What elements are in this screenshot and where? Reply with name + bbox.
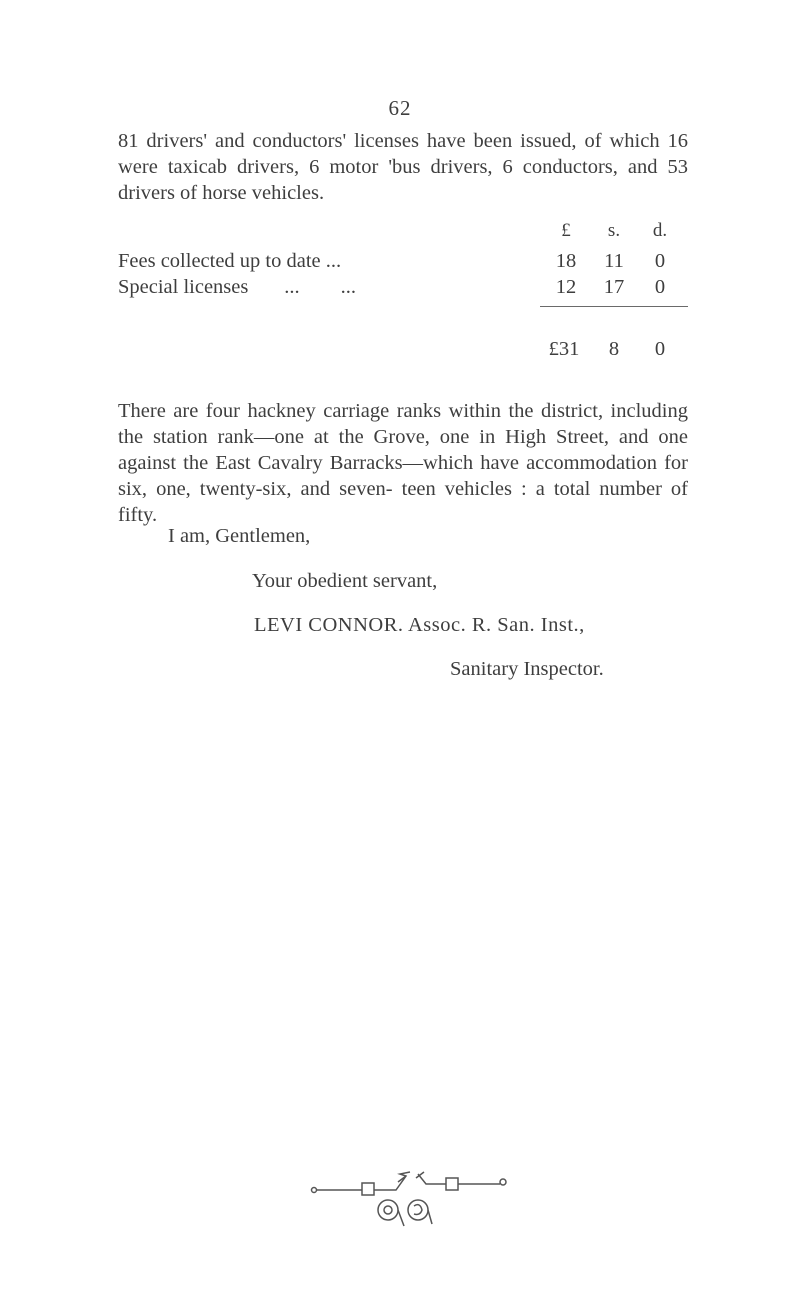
intro-paragraph: 81 drivers' and conductors' licenses have been issued, of which 16 were taxicab drivers, 6 motor 'bus drivers, 6 conductors, and 53 drivers of horse vehicles. [118,130,688,204]
special-row-shillings: 17 [603,276,625,298]
total-shillings: 8 [608,338,620,360]
salutation: I am, Gentlemen, [168,525,311,547]
total-rule [540,306,688,307]
page-number: 62 [388,96,412,120]
special-row-pence: 0 [654,276,666,298]
fees-table [118,220,688,390]
total-pence: 0 [654,338,666,360]
ranks-paragraph: There are four hackney carriage ranks within the district, including the station rank—one at the Grove, one in High Street, and one against the East Cavalry Barracks—which have accommodation for six, one, twenty-six, and seven- teen vehicles : a total number of fifty. [118,400,688,526]
special-row-label: Special licenses ... ... [118,276,356,298]
shillings-header: s. [607,220,621,241]
fees-row-shillings: 11 [604,250,624,272]
fees-row-pounds: 18 [555,250,577,272]
signature: LEVI CONNOR. Assoc. R. San. Inst., [254,614,585,636]
total-pounds: £31 [548,338,580,360]
pence-header: d. [652,220,668,241]
pounds-header: £ [561,220,571,241]
inspector-title: Sanitary Inspector. [450,658,604,680]
special-row-pounds: 12 [555,276,577,298]
fees-row-pence: 0 [654,250,666,272]
decorative-tailpiece-icon [306,1170,516,1235]
fees-row-label: Fees collected up to date ... [118,250,342,272]
valediction: Your obedient servant, [252,570,438,592]
